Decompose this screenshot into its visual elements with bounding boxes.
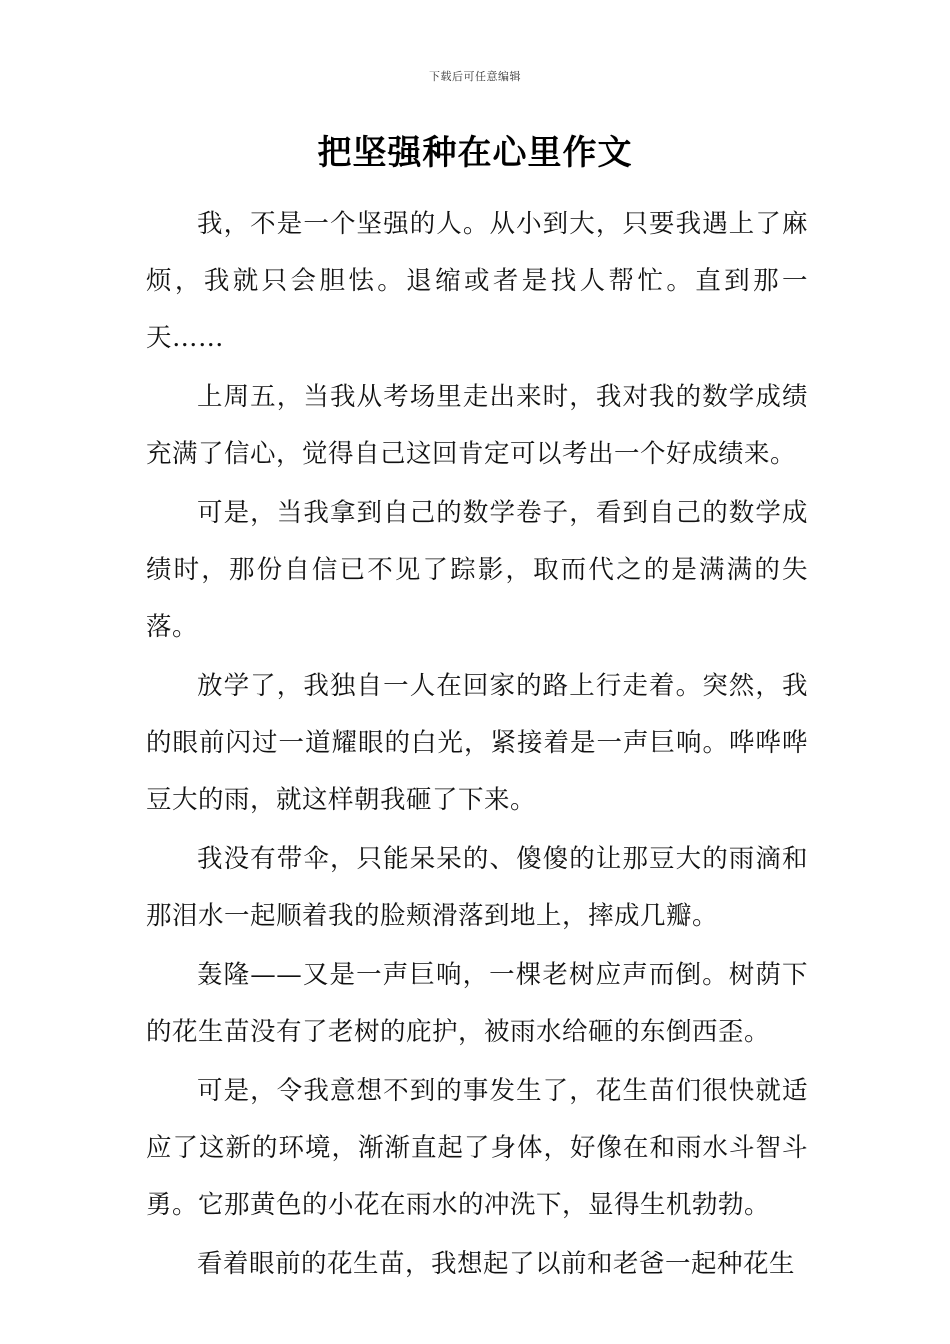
paragraph-7: 可是，令我意想不到的事发生了，花生苗们很快就适应了这新的环境，渐渐直起了身体，好像在和雨水斗智斗勇。它那黄色的小花在雨水的冲洗下，显得生机勃勃。 [146, 1076, 808, 1220]
header-note: 下载后可任意编辑 [429, 70, 521, 83]
paragraph-4: 放学了，我独自一人在回家的路上行走着。突然，我的眼前闪过一道耀眼的白光，紧接着是一声巨响。哗哗哗豆大的雨，就这样朝我砸了下来。 [146, 671, 808, 815]
paragraph-5: 我没有带伞，只能呆呆的、傻傻的让那豆大的雨滴和那泪水一起顺着我的脸颊滑落到地上，摔成几瓣。 [146, 844, 808, 931]
document-title: 把坚强种在心里作文 [317, 133, 633, 173]
paragraph-1: 我，不是一个坚强的人。从小到大，只要我遇上了麻烦，我就只会胆怯。退缩或者是找人帮忙。直到那一天…… [146, 209, 808, 353]
paragraph-8: 看着眼前的花生苗，我想起了以前和老爸一起种花生 [197, 1249, 796, 1279]
paragraph-2: 上周五，当我从考场里走出来时，我对我的数学成绩充满了信心，觉得自己这回肯定可以考出一个好成绩来。 [146, 382, 808, 469]
document-body [146, 196, 808, 1293]
paragraph-6: 轰隆——又是一声巨响，一棵老树应声而倒。树荫下的花生苗没有了老树的庇护，被雨水给砸的东倒西歪。 [146, 960, 808, 1047]
paragraph-3: 可是，当我拿到自己的数学卷子，看到自己的数学成绩时，那份自信已不见了踪影，取而代之的是满满的失落。 [146, 498, 808, 642]
